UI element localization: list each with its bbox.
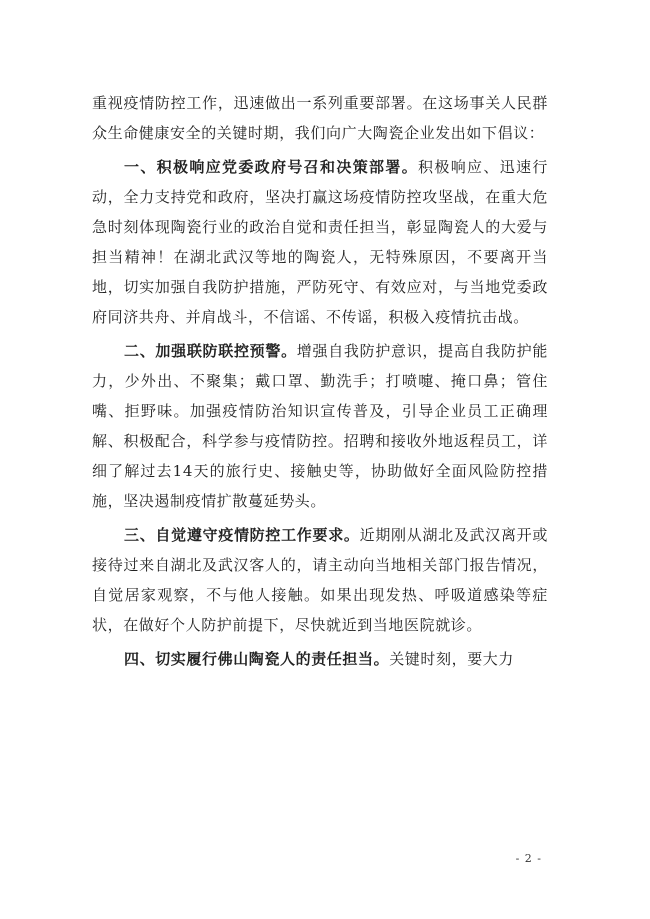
section-paragraph-1 bbox=[92, 152, 548, 332]
intro-paragraph: 重视疫情防控工作，迅速做出一系列重要部署。在这场事关人民群众生命健康安全的关键时期，我们向广大陶瓷企业发出如下倡议： bbox=[92, 94, 548, 142]
page-number: - 2 - bbox=[515, 852, 542, 865]
section-paragraph-2 bbox=[92, 336, 548, 516]
section-body-4: 关键时刻，要大力 bbox=[389, 650, 515, 668]
section-body-2: 增强自我防护意识，提高自我防护能力，少外出、不聚集；戴口罩、勤洗手；打喷嚏、掩口鼻；管住嘴、拒野味。加强疫情防治知识宣传普及，引导企业员工正确理解、积极配合，科学参与疫情防控。招聘和接收外地返程员工，详细了解过去14天的旅行史、接触史等，协助做好全面风险防控措施，坚决遏制疫情扩散蔓延势头。 bbox=[92, 342, 548, 510]
section-heading-1: 一、积极响应党委政府号召和决策部署。 bbox=[124, 158, 419, 176]
section-body-1: 积极响应、迅速行动，全力支持党和政府，坚决打赢这场疫情防控攻坚战，在重大危急时刻体现陶瓷行业的政治自觉和责任担当，彰显陶瓷人的大爱与担当精神！在湖北武汉等地的陶瓷人，无特殊原因，不要离开当地，切实加强自我防护措施，严防死守、有效应对，与当地党委政府同济共舟、并肩战斗，不信谣、不传谣，积极入疫情抗击战。 bbox=[92, 158, 548, 326]
document-body bbox=[92, 88, 548, 674]
section-paragraph-3 bbox=[92, 520, 548, 640]
section-paragraph-4 bbox=[92, 644, 548, 674]
section-heading-3: 三、自觉遵守疫情防控工作要求。 bbox=[124, 526, 360, 544]
section-body-3: 近期刚从湖北及武汉离开或接待过来自湖北及武汉客人的，请主动向当地相关部门报告情况，自觉居家观察，不与他人接触。如果出现发热、呼吸道感染等症状，在做好个人防护前提下，尽快就近到当地医院就诊。 bbox=[92, 526, 548, 634]
section-heading-2: 二、加强联防联控预警。 bbox=[124, 342, 297, 360]
section-heading-4: 四、切实履行佛山陶瓷人的责任担当。 bbox=[124, 650, 390, 668]
